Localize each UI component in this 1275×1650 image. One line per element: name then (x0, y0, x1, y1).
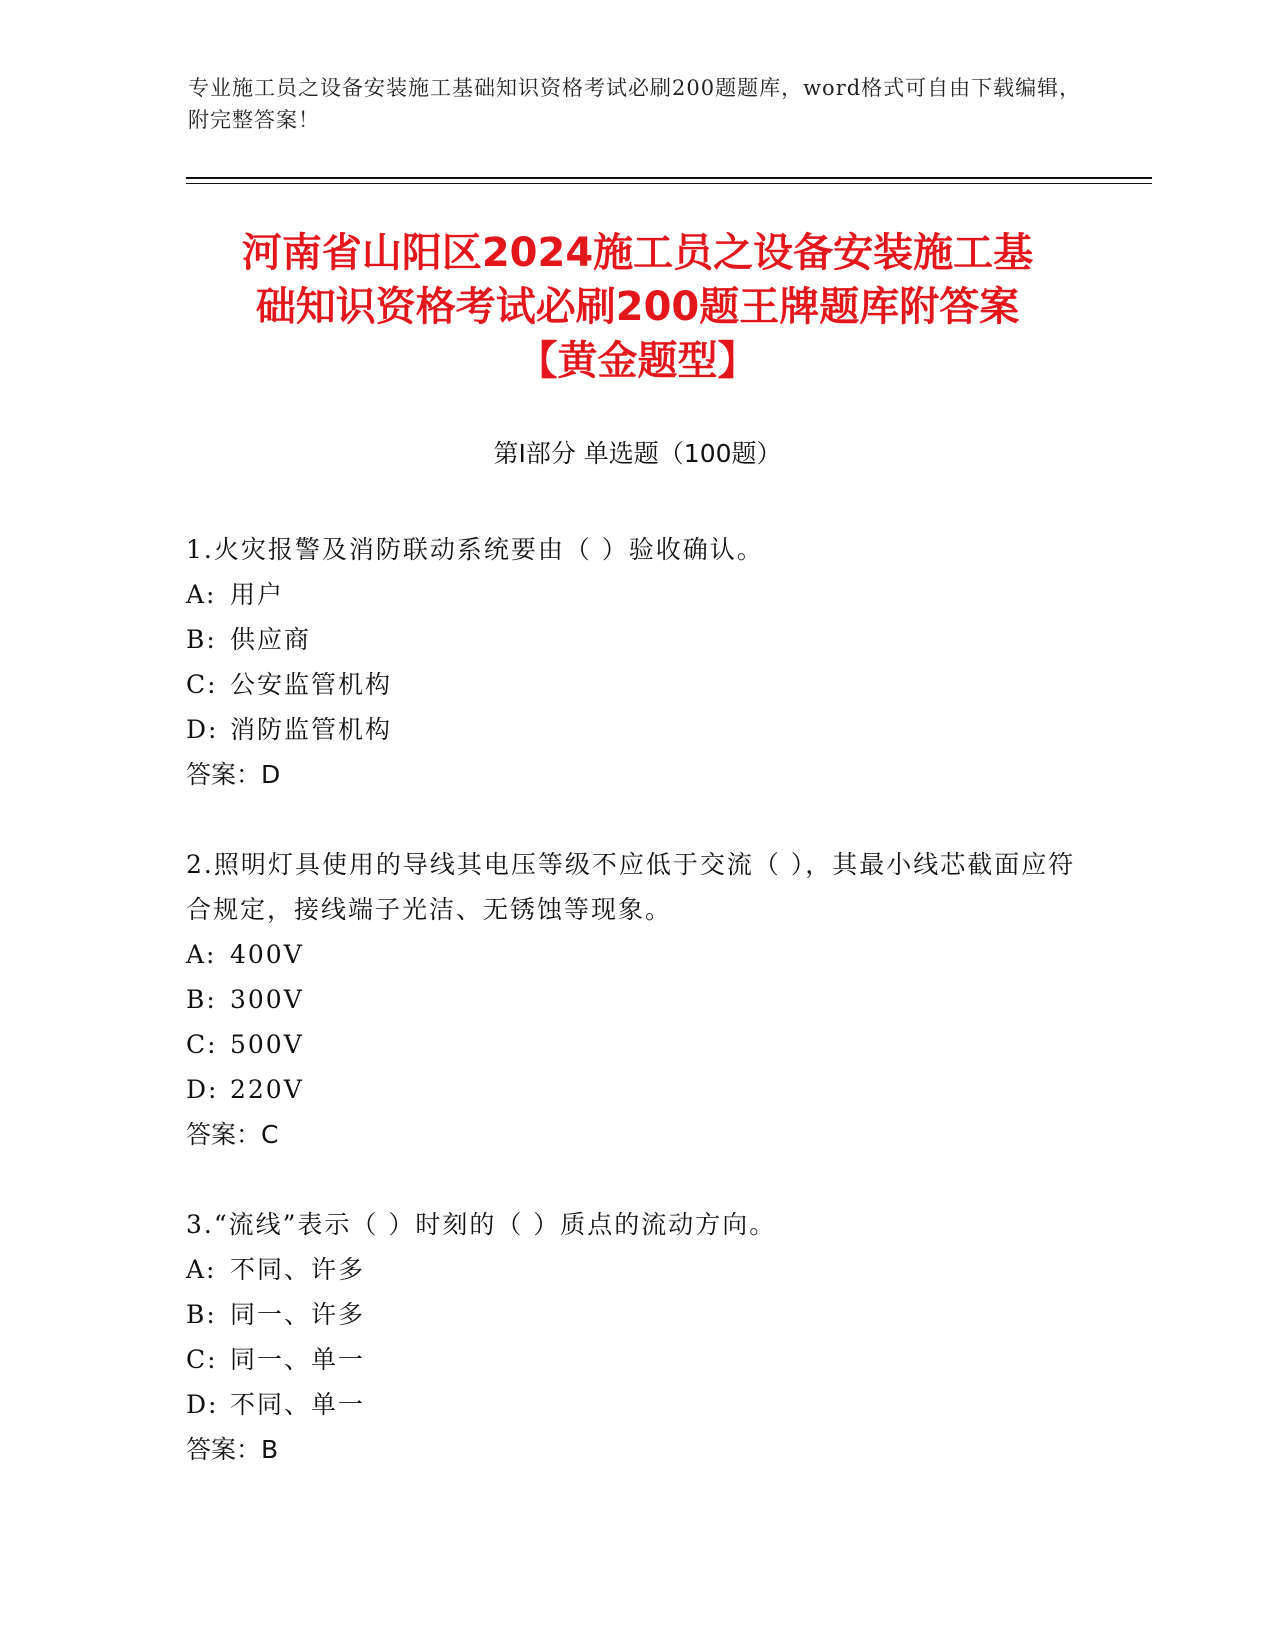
question-list (186, 527, 1086, 1517)
option-d (186, 707, 1086, 752)
option-text: 用户 (230, 580, 285, 609)
question-3 (186, 1202, 1086, 1472)
header-note: 专业施工员之设备安装施工基础知识资格考试必刷200题题库，word格式可自由下载编辑，附完整答案！ (188, 76, 1082, 132)
answer-line: 答案：D (186, 760, 281, 789)
option-text: 300V (230, 985, 304, 1014)
option-key: B: (186, 625, 217, 654)
answer-line: 答案：C (186, 1120, 279, 1149)
option-key: A: (186, 940, 217, 969)
option-text: 同一、单一 (230, 1345, 366, 1374)
option-key: A: (186, 1255, 217, 1284)
option-a (186, 932, 1086, 977)
document-title-line-1: 河南省山阳区2024施工员之设备安装施工基 (241, 230, 1034, 276)
option-text: 供应商 (230, 625, 312, 654)
document-title-line-2: 础知识资格考试必刷200题王牌题库附答案 (255, 284, 1020, 330)
option-key: D: (186, 1075, 219, 1104)
option-key: D: (186, 715, 219, 744)
question-stem: 2.照明灯具使用的导线其电压等级不应低于交流（ ），其最小线芯截面应符合规定，接线端子光洁、无锈蚀等现象。 (186, 850, 1076, 924)
option-key: C: (186, 1345, 218, 1374)
option-a (186, 572, 1086, 617)
option-text: 不同、单一 (230, 1390, 366, 1419)
option-key: B: (186, 1300, 217, 1329)
option-text: 500V (230, 1030, 304, 1059)
question-stem: 1.火灾报警及消防联动系统要由（ ）验收确认。 (186, 535, 764, 564)
option-key: B: (186, 985, 217, 1014)
option-b (186, 1292, 1086, 1337)
option-b (186, 617, 1086, 662)
question-stem: 3.“流线”表示（ ）时刻的（ ）质点的流动方向。 (186, 1210, 777, 1239)
option-c (186, 1022, 1086, 1067)
option-d (186, 1067, 1086, 1112)
option-text: 400V (230, 940, 304, 969)
section-title: 第I部分 单选题（100题） (493, 439, 782, 468)
option-d (186, 1382, 1086, 1427)
option-key: C: (186, 670, 218, 699)
question-2 (186, 842, 1086, 1157)
option-c (186, 1337, 1086, 1382)
option-key: C: (186, 1030, 218, 1059)
question-1 (186, 527, 1086, 797)
option-key: D: (186, 1390, 219, 1419)
option-c (186, 662, 1086, 707)
answer-line: 答案：B (186, 1435, 279, 1464)
option-text: 同一、许多 (230, 1300, 366, 1329)
option-text: 220V (230, 1075, 304, 1104)
header-divider-thin (186, 183, 1152, 184)
document-title (150, 226, 1125, 388)
option-b (186, 977, 1086, 1022)
option-key: A: (186, 580, 217, 609)
option-a (186, 1247, 1086, 1292)
option-text: 公安监管机构 (230, 670, 393, 699)
option-text: 不同、许多 (230, 1255, 366, 1284)
option-text: 消防监管机构 (230, 715, 393, 744)
header-divider-thick (186, 177, 1152, 179)
document-title-line-3: 【黄金题型】 (517, 338, 758, 384)
